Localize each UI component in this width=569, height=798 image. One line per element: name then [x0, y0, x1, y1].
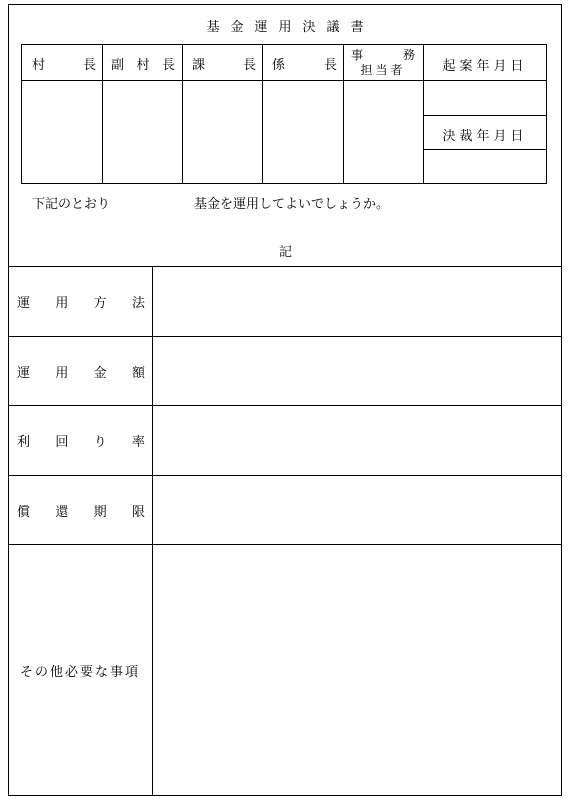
- stamp-box-kakarichou[interactable]: [263, 81, 343, 183]
- row-label-unyou-houhou: 運 用 方 法: [17, 296, 145, 311]
- row-value-unyou-kingaku[interactable]: [153, 337, 561, 405]
- stamp-box-jimu-tantousha[interactable]: [344, 81, 423, 183]
- document-title: 基金運用決議書: [206, 20, 375, 35]
- header-kachou: 課 長: [192, 57, 256, 73]
- row-value-shoukan-kigen[interactable]: [153, 476, 561, 544]
- header-jimu-line2: 担当者: [360, 63, 406, 77]
- stamp-box-kachou[interactable]: [183, 81, 262, 183]
- header-jimu-line1: 事 務: [351, 48, 415, 62]
- decision-date-label: 決裁年月日: [442, 129, 528, 144]
- header-fukusonchou: 副 村 長: [111, 57, 175, 73]
- header-sonchou: 村 長: [32, 57, 96, 73]
- details-table: [8, 266, 562, 796]
- ki-label: 記: [279, 245, 293, 260]
- row-label-shoukan-kigen: 償 還 期 限: [17, 504, 145, 520]
- stamp-box-sonchou[interactable]: [22, 81, 102, 183]
- row-value-unyou-houhou[interactable]: [153, 267, 561, 336]
- decision-date-value[interactable]: [424, 150, 547, 183]
- date-divider: [423, 115, 547, 116]
- row-value-sonota-hitsuyou-jikou[interactable]: [153, 545, 561, 795]
- draft-date-label: 起案年月日: [442, 59, 528, 74]
- header-jimu-tantousha: [343, 45, 423, 78]
- header-kakarichou: 係 長: [272, 57, 337, 73]
- draft-date-value[interactable]: [424, 81, 547, 115]
- row-label-sonota-hitsuyou-jikou: その他必要な事項: [19, 664, 140, 680]
- stamp-box-fukusonchou[interactable]: [103, 81, 182, 183]
- statement-suffix: 基金を運用してよいでしょうか。: [194, 197, 390, 212]
- row-label-unyou-kingaku: 運 用 金 額: [17, 365, 145, 381]
- row-label-rimawari-ritsu: 利 回 り 率: [17, 435, 145, 450]
- row-value-rimawari-ritsu[interactable]: [153, 406, 561, 475]
- statement-prefix: 下記のとおり: [32, 197, 111, 212]
- approval-table: [21, 44, 547, 184]
